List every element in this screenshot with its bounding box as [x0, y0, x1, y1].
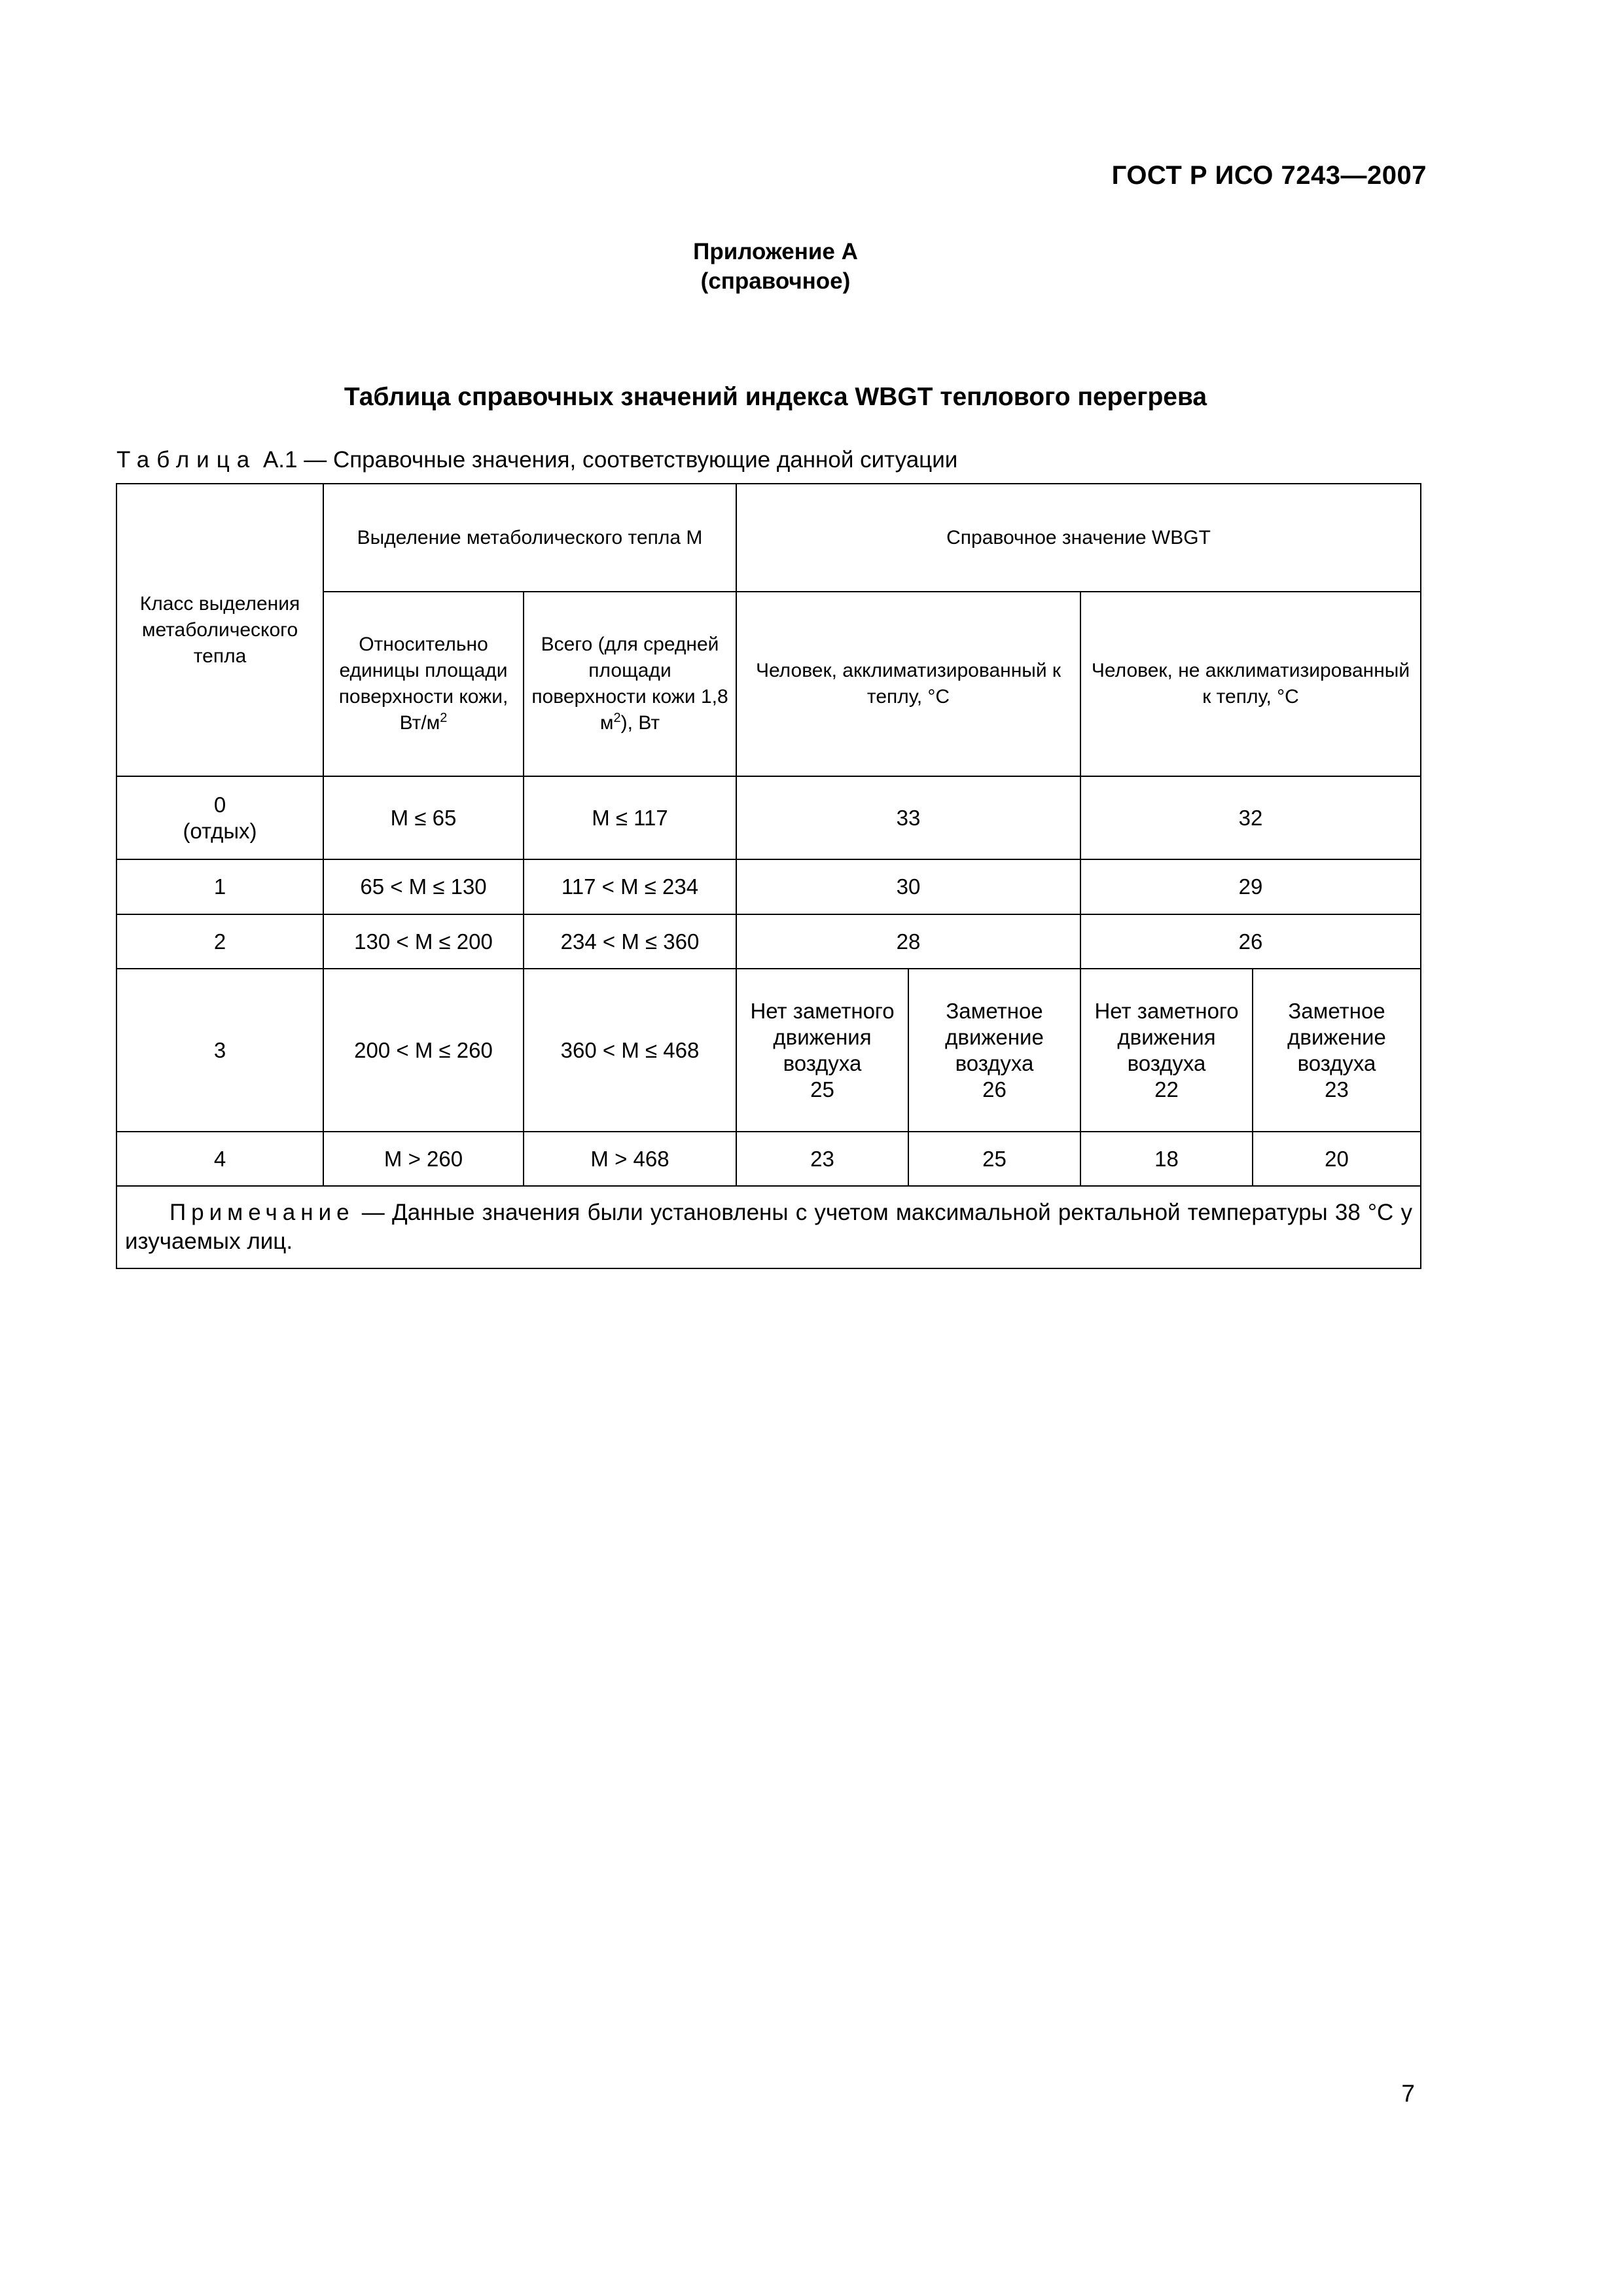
cell-acclimatized: 28: [736, 914, 1080, 969]
cell-label: Заметное движение воздуха: [1287, 998, 1386, 1075]
header-metabolic-heat: Выделение метаболического тепла М: [323, 484, 736, 592]
header-total-text: Всего (для средней площади поверхности кожи 1,8 м: [531, 634, 728, 734]
header-total: [524, 592, 736, 776]
cell-nonaccl-no-air: 18: [1080, 1132, 1253, 1186]
cell-non-acclimatized: 29: [1080, 859, 1421, 914]
cell-relative: 200 < M ≤ 260: [323, 969, 524, 1132]
cell-label: Нет заметного движения воздуха: [750, 998, 895, 1075]
cell-nonaccl-air: [1253, 969, 1421, 1132]
cell-acclimatized: 33: [736, 776, 1080, 859]
header-relative-text: Относительно единицы площади поверхности кожи, Вт/м: [338, 634, 508, 734]
cell-accl-no-air: [736, 969, 908, 1132]
cell-relative: M ≤ 65: [323, 776, 524, 859]
cell-accl-air: 25: [908, 1132, 1080, 1186]
table-caption-label: Таблица: [116, 447, 257, 473]
cell-accl-no-air: 23: [736, 1132, 908, 1186]
cell-class: [116, 776, 323, 859]
table-note-row: [116, 1186, 1421, 1268]
table-caption: [116, 447, 957, 473]
cell-total: M ≤ 117: [524, 776, 736, 859]
appendix-type: (справочное): [700, 268, 851, 294]
cell-class: 1: [116, 859, 323, 914]
header-relative-sup: 2: [440, 711, 448, 725]
table-row: [116, 969, 1421, 1132]
cell-total: 234 < M ≤ 360: [524, 914, 736, 969]
table-row: [116, 776, 1421, 859]
appendix-heading: [0, 237, 1551, 296]
cell-non-acclimatized: 32: [1080, 776, 1421, 859]
cell-value: 23: [1325, 1077, 1349, 1102]
cell-nonaccl-air: 20: [1253, 1132, 1421, 1186]
cell-value: 25: [810, 1077, 834, 1102]
cell-class: 2: [116, 914, 323, 969]
cell-relative: 130 < M ≤ 200: [323, 914, 524, 969]
cell-label: Заметное движение воздуха: [945, 998, 1044, 1075]
header-class: Класс выделения метаболического тепла: [116, 484, 323, 776]
document-title: Таблица справочных значений индекса WBGT теплового перегрева: [344, 383, 1207, 411]
class-note: (отдых): [183, 818, 257, 843]
cell-accl-air: [908, 969, 1080, 1132]
cell-total: M > 468: [524, 1132, 736, 1186]
header-wbgt: Справочное значение WBGT: [736, 484, 1421, 592]
page-number: 7: [1401, 2080, 1415, 2107]
table-caption-text: А.1 — Справочные значения, соответствующие данной ситуации: [257, 447, 958, 473]
cell-non-acclimatized: 26: [1080, 914, 1421, 969]
table-row: [116, 914, 1421, 969]
cell-relative: 65 < M ≤ 130: [323, 859, 524, 914]
cell-value: 22: [1154, 1077, 1179, 1102]
header-total-sup: 2: [613, 711, 621, 725]
cell-acclimatized: 30: [736, 859, 1080, 914]
cell-total: 117 < M ≤ 234: [524, 859, 736, 914]
class-value: 0: [213, 792, 226, 817]
cell-class: 4: [116, 1132, 323, 1186]
header-non-acclimatized: Человек, не акклиматизированный к теплу, °С: [1080, 592, 1421, 776]
cell-relative: M > 260: [323, 1132, 524, 1186]
cell-nonaccl-no-air: [1080, 969, 1253, 1132]
cell-class: 3: [116, 969, 323, 1132]
header-relative: [323, 592, 524, 776]
table-row: [116, 859, 1421, 914]
note-label: Примечание: [169, 1200, 355, 1225]
standard-code: ГОСТ Р ИСО 7243—2007: [1111, 161, 1427, 190]
appendix-label: Приложение А: [693, 239, 858, 264]
header-total-unit: ), Вт: [620, 712, 660, 734]
table-note: [116, 1186, 1421, 1268]
cell-total: 360 < M ≤ 468: [524, 969, 736, 1132]
cell-value: 26: [982, 1077, 1007, 1102]
wbgt-table: [116, 483, 1421, 1269]
note-text: — Данные значения были установлены с учетом максимальной ректальной температуры 38 °С у изучаемых лиц.: [125, 1200, 1413, 1254]
cell-label: Нет заметного движения воздуха: [1094, 998, 1239, 1075]
header-acclimatized: Человек, акклиматизированный к теплу, °С: [736, 592, 1080, 776]
table-row: [116, 1132, 1421, 1186]
